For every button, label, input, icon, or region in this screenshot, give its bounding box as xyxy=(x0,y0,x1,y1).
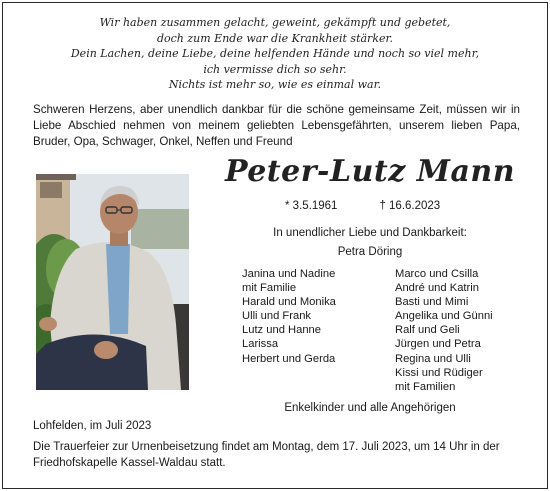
list-item: Kissi und Rüdiger xyxy=(395,366,483,379)
deceased-name: Peter-Lutz Mann xyxy=(224,154,516,189)
place-date: Lohfelden, im Juli 2023 xyxy=(33,420,152,432)
partner-name: Petra Döring xyxy=(337,246,403,258)
list-item: Regina und Ulli xyxy=(395,352,471,365)
list-item: Jürgen und Petra xyxy=(395,338,481,351)
funeral-service-info: Die Trauerfeier zur Urnenbeisetzung findet am Montag, dem 17. Juli 2023, um 14 Uhr in der Friedhofskapelle Kassel-Waldau statt. xyxy=(33,441,500,469)
list-item: Harald und Monika xyxy=(242,296,336,309)
death-date: † 16.6.2023 xyxy=(379,200,441,212)
list-item: Herbert und Gerda xyxy=(242,352,336,365)
list-item: Angelika und Günni xyxy=(395,310,493,323)
intro-text: Schweren Herzens, aber unendlich dankbar für die schöne gemeinsame Zeit, müssen wir in Liebe Abschied nehmen von meinem geliebten Lebensgefährten, unserem lieben Papa, Bruder, Opa, Schwager, Onkel, Neffen und Freund xyxy=(33,103,520,148)
poem-line: Dein Lachen, deine Liebe, deine helfenden Hände und noch so viel mehr, xyxy=(70,47,480,61)
dedication-line: In unendlicher Liebe und Dankbarkeit: xyxy=(273,227,467,239)
list-item: André und Katrin xyxy=(395,282,479,295)
list-item: Janina und Nadine xyxy=(242,268,336,280)
list-item: Ulli und Frank xyxy=(242,310,312,323)
list-item: Marco und Csilla xyxy=(395,268,479,280)
mourners-left-column xyxy=(242,267,336,366)
portrait-photo-icon xyxy=(36,174,189,390)
poem-line: doch zum Ende war die Krankheit stärker. xyxy=(156,31,394,45)
life-dates xyxy=(285,200,440,212)
poem-line: Nichts ist mehr so, wie es einmal war. xyxy=(168,78,382,92)
poem-line: ich vermisse dich so sehr. xyxy=(203,62,347,76)
list-item: mit Familie xyxy=(242,282,297,295)
poem-line: Wir haben zusammen gelacht, geweint, gekämpft und gebetet, xyxy=(99,16,451,29)
list-item: mit Familien xyxy=(395,380,456,393)
mourners-right-column xyxy=(395,267,493,394)
list-item: Basti und Mimi xyxy=(395,296,469,309)
poem xyxy=(20,15,530,93)
relatives-line: Enkelkinder und alle Angehörigen xyxy=(284,402,456,414)
list-item: Ralf und Geli xyxy=(395,324,460,337)
list-item: Larissa xyxy=(242,338,279,351)
portrait-photo xyxy=(36,174,189,390)
birth-date: * 3.5.1961 xyxy=(285,200,338,212)
list-item: Lutz und Hanne xyxy=(242,324,321,337)
